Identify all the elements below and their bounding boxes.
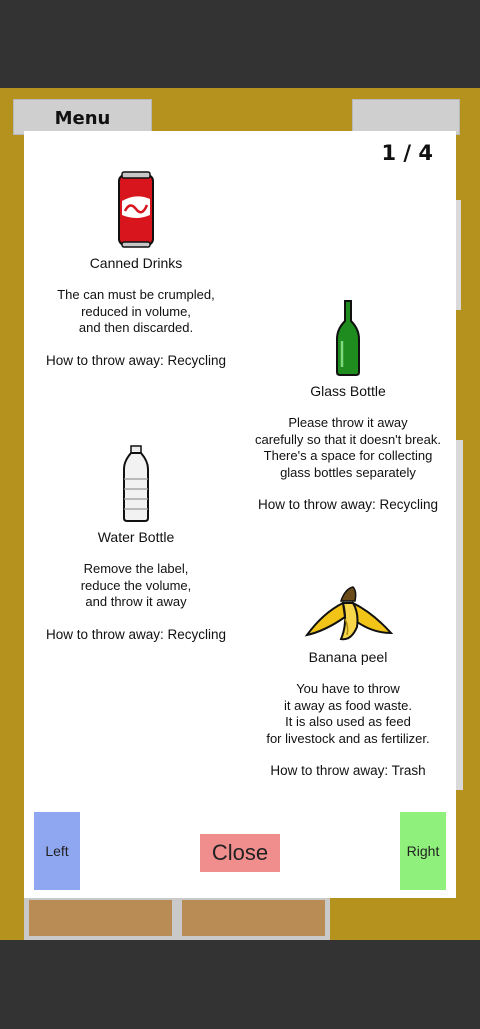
- item-glass-bottle: [234, 299, 462, 512]
- left-button[interactable]: Left: [34, 812, 80, 890]
- soda-can-icon: [116, 171, 156, 249]
- bottom-tile[interactable]: [29, 900, 172, 936]
- item-title: Canned Drinks: [89, 255, 183, 271]
- right-button[interactable]: Right: [400, 812, 446, 890]
- item-banana-peel: [234, 583, 462, 778]
- glass-bottle-icon: [334, 299, 362, 377]
- item-title: Banana peel: [308, 649, 388, 665]
- bottom-tile[interactable]: [182, 900, 325, 936]
- item-canned-drinks: [24, 171, 248, 368]
- page-indicator: 1 / 4: [381, 141, 433, 165]
- item-title: Glass Bottle: [310, 383, 386, 399]
- item-description: The can must be crumpled, reduced in volume, and then discarded.: [57, 287, 215, 335]
- item-disposal-method: How to throw away: Recycling: [45, 626, 227, 642]
- item-disposal-method: How to throw away: Recycling: [257, 497, 439, 512]
- close-button[interactable]: Close: [200, 834, 280, 872]
- water-bottle-icon: [121, 445, 151, 523]
- item-title: Water Bottle: [97, 529, 175, 545]
- info-modal: [24, 131, 456, 898]
- item-description: You have to throw it away as food waste. It is also used as feed for livestock and as fertilizer.: [266, 681, 430, 746]
- banana-peel-icon: [303, 583, 393, 643]
- item-water-bottle: [24, 445, 248, 642]
- menu-tab[interactable]: Menu: [13, 99, 152, 135]
- top-right-tab[interactable]: [352, 99, 460, 135]
- bottom-bar: [0, 940, 480, 1029]
- item-description: Please throw it away carefully so that it doesn't break. There's a space for collecting glass bottles separately: [254, 415, 442, 480]
- item-description: Remove the label, reduce the volume, and throw it away: [80, 561, 192, 609]
- item-disposal-method: How to throw away: Recycling: [45, 352, 227, 368]
- item-disposal-method: How to throw away: Trash: [270, 763, 426, 778]
